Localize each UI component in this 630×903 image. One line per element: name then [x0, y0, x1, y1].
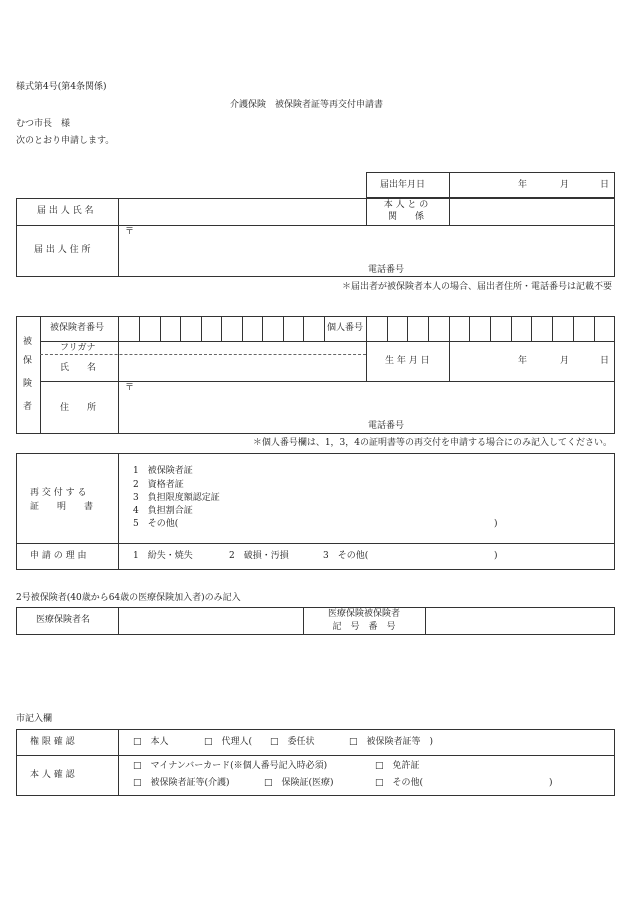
identity-check-label: 本 人 確 認: [30, 770, 75, 780]
notifier-name-field[interactable]: [119, 199, 365, 224]
relation-label-2: 関 係: [387, 212, 424, 222]
form-title: 介護保険 被保険者証等再交付申請書: [230, 100, 384, 110]
id-mynumber-checkbox[interactable]: □ マイナンバーカード(※個人番号記入時必須): [133, 761, 328, 771]
reissue-item-2[interactable]: 2 資格者証: [133, 480, 184, 490]
insured-note: ＊個人番号欄は、1，3，4の証明書等の再交付を申請する場合にのみ記入してください。: [252, 438, 612, 448]
personal-number-label: 個人番号: [327, 323, 364, 333]
form-number: 様式第4号(第4条関係): [16, 82, 107, 92]
id-other-close: ): [549, 778, 553, 788]
insured-number-label: 被保険者番号: [50, 323, 105, 333]
auth-agent-checkbox[interactable]: □ 代理人(: [204, 737, 253, 747]
auth-self-checkbox[interactable]: □ 本人: [133, 737, 169, 747]
insured-postal-mark: 〒: [125, 383, 135, 393]
reissue-item-5[interactable]: 5 その他(: [133, 519, 179, 529]
reason-option-3[interactable]: 3 その他(: [323, 551, 369, 561]
reason-option-3-close: ): [494, 551, 498, 561]
relation-label: 本 人 と の: [383, 200, 429, 210]
medical-symbol-number-label: 医療保険被保険者: [327, 609, 400, 619]
birth-year[interactable]: 年: [518, 356, 528, 366]
birth-date-label: 生 年 月 日: [385, 356, 430, 366]
notifier-address-label: 届 出 人 住 所: [34, 245, 91, 255]
notifier-note: ＊届出者が被保険者本人の場合、届出者住所・電話番号は記載不要: [341, 282, 612, 292]
notifier-name-label: 届 出 人 氏 名: [37, 206, 94, 216]
reissue-label: 再 交 付 す る: [30, 488, 87, 498]
reason-label: 申 請 の 理 由: [30, 551, 87, 561]
insured-name-field[interactable]: [119, 355, 365, 380]
notifier-postal-mark: 〒: [125, 227, 135, 237]
date-year[interactable]: 年: [518, 180, 528, 190]
reissue-item-4[interactable]: 4 負担割合証: [133, 506, 193, 516]
insured-side-label-2: 保: [23, 356, 33, 366]
id-insurance-medical-checkbox[interactable]: □ 保険証(医療): [264, 778, 334, 788]
insured-side-label-1: 被: [23, 337, 33, 347]
id-license-checkbox[interactable]: □ 免許証: [375, 761, 420, 771]
date-label: 届出年月日: [380, 180, 426, 190]
intro-text: 次のとおり申請します。: [16, 136, 115, 146]
reissue-item-1[interactable]: 1 被保険者証: [133, 466, 193, 476]
city-heading: 市記入欄: [16, 714, 53, 724]
id-other-checkbox[interactable]: □ その他(: [375, 778, 424, 788]
date-day[interactable]: 日: [600, 180, 610, 190]
auth-letter-checkbox[interactable]: □ 委任状: [270, 737, 315, 747]
auth-check-label: 権 限 確 認: [30, 737, 75, 747]
insured-side-label-4: 者: [23, 402, 33, 412]
birth-month[interactable]: 月: [560, 356, 570, 366]
id-insurance-care-checkbox[interactable]: □ 被保険者証等(介護): [133, 778, 230, 788]
furigana-field[interactable]: [119, 342, 365, 354]
insured-address-field[interactable]: [119, 382, 614, 418]
date-month[interactable]: 月: [560, 180, 570, 190]
notifier-phone-label: 電話番号: [368, 265, 405, 275]
auth-card-checkbox[interactable]: □ 被保険者証等 ): [349, 737, 434, 747]
reason-option-2[interactable]: 2 破損・汚損: [229, 551, 289, 561]
relation-field[interactable]: [450, 199, 614, 224]
reissue-item-3[interactable]: 3 負担限度額認定証: [133, 493, 220, 503]
notifier-address-field[interactable]: [119, 226, 614, 262]
furigana-label: フリガナ: [60, 343, 96, 353]
addressee: むつ市長 様: [16, 119, 71, 129]
insured-address-label: 住 所: [60, 403, 97, 413]
insured-name-label: 氏 名: [60, 363, 97, 373]
reissue-label-2: 証 明 書: [30, 502, 94, 512]
medical-symbol-number-label-2: 記 号 番 号: [332, 622, 396, 632]
insurer-name-field[interactable]: [119, 608, 302, 634]
medical-symbol-number-field[interactable]: [426, 608, 614, 634]
insured-side-label-3: 険: [23, 379, 33, 389]
reason-option-1[interactable]: 1 紛失・焼失: [133, 551, 193, 561]
secondary-heading: 2号被保険者(40歳から64歳の医療保険加入者)のみ記入: [16, 593, 241, 603]
insurer-name-label: 医療保険者名: [36, 615, 91, 625]
insured-phone-label: 電話番号: [368, 421, 405, 431]
birth-day[interactable]: 日: [600, 356, 610, 366]
reissue-item-5-close: ): [494, 519, 498, 529]
